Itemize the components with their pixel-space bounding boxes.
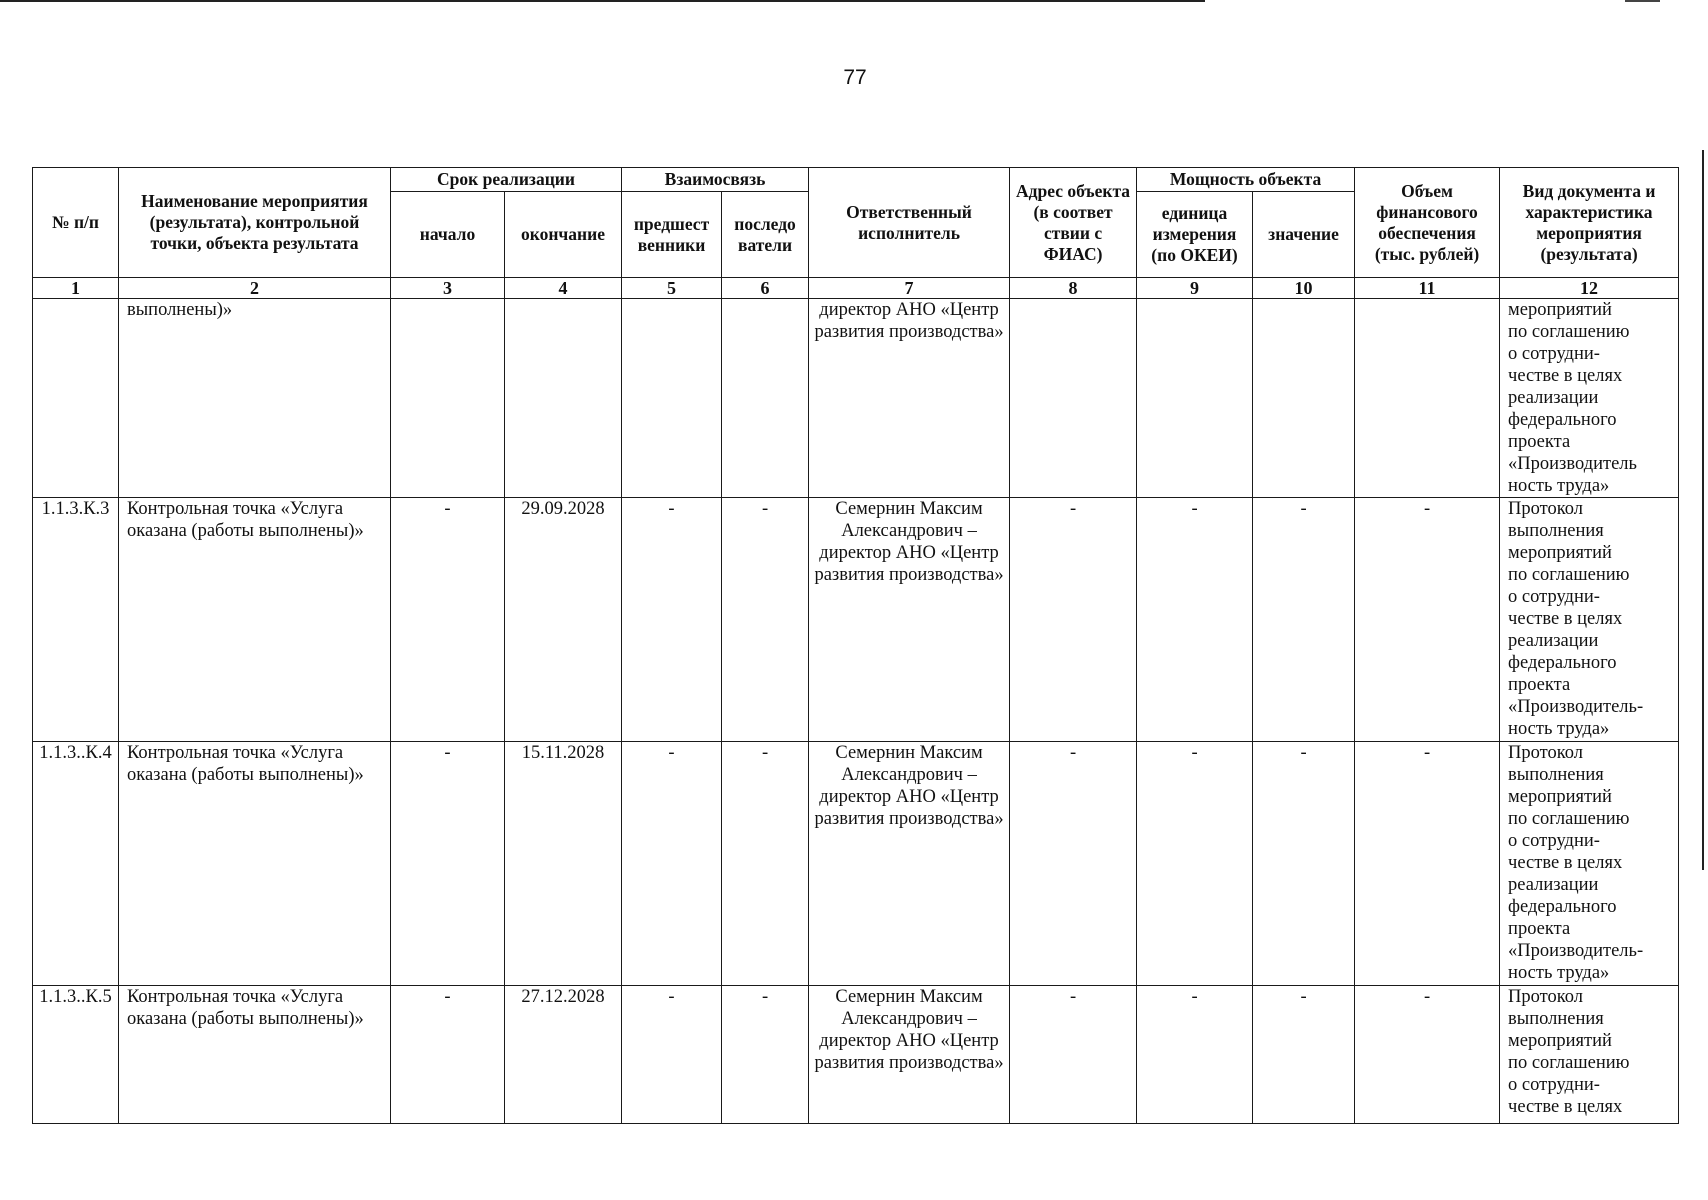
table-row bbox=[33, 299, 1679, 498]
row-num: 1.1.3..К.4 bbox=[33, 742, 119, 986]
row-name: выполнены)» bbox=[119, 299, 391, 498]
row-unit: - bbox=[1137, 986, 1253, 1124]
row-end: 27.12.2028 bbox=[505, 986, 622, 1124]
row-responsible: директор АНО «Центр развития производства» bbox=[809, 299, 1010, 498]
row-unit: - bbox=[1137, 498, 1253, 742]
row-succ: - bbox=[722, 742, 809, 986]
right-border-line bbox=[1702, 150, 1704, 870]
header-finance: Объем финансового обеспечения (тыс. рублей) bbox=[1355, 168, 1500, 278]
header-row-1 bbox=[33, 168, 1679, 192]
header-link: Взаимосвязь bbox=[622, 168, 809, 192]
row-address: - bbox=[1010, 498, 1137, 742]
col-number: 5 bbox=[622, 278, 722, 299]
row-name: Контрольная точка «Услуга оказана (работы выполнены)» bbox=[119, 742, 391, 986]
row-start: - bbox=[391, 742, 505, 986]
row-start bbox=[391, 299, 505, 498]
col-number: 2 bbox=[119, 278, 391, 299]
row-succ: - bbox=[722, 498, 809, 742]
row-end bbox=[505, 299, 622, 498]
row-num: 1.1.3..К.5 bbox=[33, 986, 119, 1124]
table-row bbox=[33, 742, 1679, 986]
row-start: - bbox=[391, 986, 505, 1124]
events-table bbox=[32, 167, 1679, 1124]
row-doc: мероприятий по соглашению о сотрудни- честве в целях реализации федерального проекта «Производитель ность труда» bbox=[1500, 299, 1679, 498]
row-doc: Протокол выполнения мероприятий по соглашению о сотрудни- честве в целях реализации федерального проекта «Производитель- ность труда» bbox=[1500, 498, 1679, 742]
row-name: Контрольная точка «Услуга оказана (работы выполнены)» bbox=[119, 986, 391, 1124]
row-value: - bbox=[1253, 498, 1355, 742]
row-doc: Протокол выполнения мероприятий по соглашению о сотрудни- честве в целях bbox=[1500, 986, 1679, 1124]
row-pred: - bbox=[622, 742, 722, 986]
row-responsible: Семернин Максим Александрович – директор АНО «Центр развития производства» bbox=[809, 498, 1010, 742]
header-responsible: Ответственный исполнитель bbox=[809, 168, 1010, 278]
row-succ bbox=[722, 299, 809, 498]
row-address: - bbox=[1010, 742, 1137, 986]
header-period: Срок реализации bbox=[391, 168, 622, 192]
header-unit: единица измерения (по ОКЕИ) bbox=[1137, 192, 1253, 278]
col-number: 11 bbox=[1355, 278, 1500, 299]
row-finance: - bbox=[1355, 742, 1500, 986]
row-value: - bbox=[1253, 742, 1355, 986]
row-doc: Протокол выполнения мероприятий по соглашению о сотрудни- честве в целях реализации федерального проекта «Производитель- ность труда» bbox=[1500, 742, 1679, 986]
header-capacity: Мощность объекта bbox=[1137, 168, 1355, 192]
row-pred: - bbox=[622, 986, 722, 1124]
col-number: 4 bbox=[505, 278, 622, 299]
header-end: окончание bbox=[505, 192, 622, 278]
row-name: Контрольная точка «Услуга оказана (работы выполнены)» bbox=[119, 498, 391, 742]
header-address: Адрес объекта (в соответ ствии с ФИАС) bbox=[1010, 168, 1137, 278]
row-pred bbox=[622, 299, 722, 498]
col-number: 9 bbox=[1137, 278, 1253, 299]
row-num: 1.1.3.К.3 bbox=[33, 498, 119, 742]
col-number: 8 bbox=[1010, 278, 1137, 299]
header-succ: последо ватели bbox=[722, 192, 809, 278]
row-num bbox=[33, 299, 119, 498]
header-start: начало bbox=[391, 192, 505, 278]
row-finance: - bbox=[1355, 498, 1500, 742]
row-finance bbox=[1355, 299, 1500, 498]
col-number: 7 bbox=[809, 278, 1010, 299]
header-name: Наименование мероприятия (результата), контрольной точки, объекта результата bbox=[119, 168, 391, 278]
row-value: - bbox=[1253, 986, 1355, 1124]
row-end: 29.09.2028 bbox=[505, 498, 622, 742]
row-responsible: Семернин Максим Александрович – директор АНО «Центр развития производства» bbox=[809, 742, 1010, 986]
row-address bbox=[1010, 299, 1137, 498]
col-number: 3 bbox=[391, 278, 505, 299]
top-border-mark bbox=[1625, 0, 1660, 2]
row-unit: - bbox=[1137, 742, 1253, 986]
top-border-line bbox=[0, 0, 1205, 2]
row-responsible: Семернин Максим Александрович – директор АНО «Центр развития производства» bbox=[809, 986, 1010, 1124]
col-number: 12 bbox=[1500, 278, 1679, 299]
col-number: 1 bbox=[33, 278, 119, 299]
page-number: 77 bbox=[843, 66, 867, 89]
row-succ: - bbox=[722, 986, 809, 1124]
header-doc: Вид документа и характеристика мероприятия (результата) bbox=[1500, 168, 1679, 278]
table-row bbox=[33, 498, 1679, 742]
row-start: - bbox=[391, 498, 505, 742]
header-num: № п/п bbox=[33, 168, 119, 278]
header-value: значение bbox=[1253, 192, 1355, 278]
row-end: 15.11.2028 bbox=[505, 742, 622, 986]
row-pred: - bbox=[622, 498, 722, 742]
column-number-row bbox=[33, 278, 1679, 299]
row-address: - bbox=[1010, 986, 1137, 1124]
header-pred: предшест венники bbox=[622, 192, 722, 278]
col-number: 6 bbox=[722, 278, 809, 299]
row-value bbox=[1253, 299, 1355, 498]
table-row bbox=[33, 986, 1679, 1124]
col-number: 10 bbox=[1253, 278, 1355, 299]
row-unit bbox=[1137, 299, 1253, 498]
row-finance: - bbox=[1355, 986, 1500, 1124]
